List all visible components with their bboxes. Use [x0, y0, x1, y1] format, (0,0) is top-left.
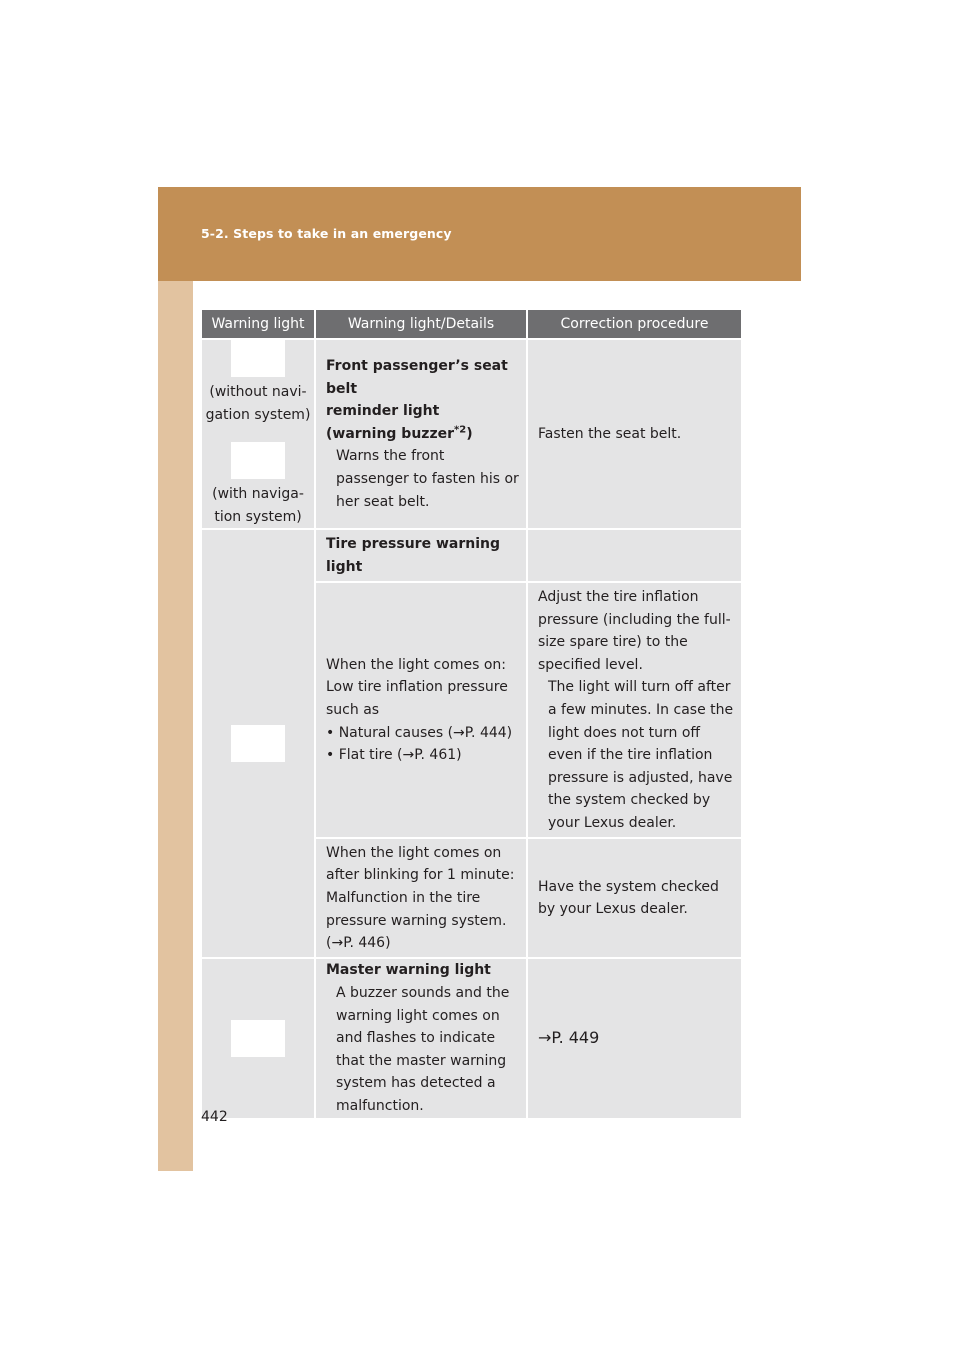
seatbelt-reminder-icon	[231, 340, 285, 377]
side-strip	[158, 281, 193, 1171]
tire-pressure-warning-icon	[231, 725, 285, 762]
tire-low-correction: Adjust the tire inflation pressure (including the full-size spare tire) to the specified level.	[538, 589, 731, 673]
seatbelt-title-line1: Front passenger’s seat belt	[326, 358, 508, 397]
footnote-marker: *2	[454, 424, 467, 436]
section-title: 5-2. Steps to take in an emergency	[201, 226, 452, 241]
seatbelt-buzzer-close: )	[466, 425, 473, 442]
tire-low-line2: Low tire inflation pressure such as	[326, 679, 508, 719]
master-title: Master warning light	[326, 962, 491, 979]
master-detail: A buzzer sounds and the warning light comes on and flashes to indicate that the master warning system has detected a malfunction.	[336, 984, 510, 1114]
tire-low-details-cell	[315, 582, 527, 838]
tire-low-flat: • Flat tire (→P. 461)	[326, 747, 462, 764]
master-warning-icon	[231, 1020, 285, 1057]
seatbelt-reminder-icon-nav	[231, 442, 285, 479]
col-header-details: Warning light/Details	[315, 310, 527, 339]
col-header-warning-light: Warning light	[202, 310, 315, 339]
tire-icon-cell	[202, 529, 315, 958]
tire-malfunction-details: When the light comes on after blinking for 1 minute: Malfunction in the tire pressure warning system. (→P. 446)	[315, 838, 527, 958]
master-icon-cell	[202, 958, 315, 1117]
tire-title-empty	[527, 529, 741, 582]
seatbelt-details-cell	[315, 339, 527, 529]
note-without-nav: (without navi-gation system)	[205, 384, 311, 423]
table-row-master	[202, 958, 741, 1117]
table-row-tire-title	[202, 529, 741, 582]
warning-lights-table	[202, 310, 741, 1118]
tire-malfunction-correction: Have the system checked by your Lexus dealer.	[527, 838, 741, 958]
master-details-cell	[315, 958, 527, 1117]
tire-low-line1: When the light comes on:	[326, 656, 506, 673]
table-header-row	[202, 310, 741, 339]
seatbelt-correction-cell: Fasten the seat belt.	[527, 339, 741, 529]
seatbelt-buzzer-label: (warning buzzer	[326, 425, 454, 442]
page-number: 442	[201, 1109, 228, 1125]
seatbelt-icon-cell	[202, 339, 315, 529]
master-correction-cell: →P. 449	[527, 958, 741, 1117]
seatbelt-detail: Warns the front passenger to fasten his or her seat belt.	[336, 448, 519, 510]
col-header-correction: Correction procedure	[527, 310, 741, 339]
tire-low-correction-note: The light will turn off after a few minutes. In case the light does not turn off even if the tire inflation pressure is adjusted, have the system checked by your Lexus dealer.	[548, 679, 734, 832]
tire-low-natural: • Natural causes (→P. 444)	[326, 724, 513, 741]
table-row-seatbelt	[202, 339, 741, 529]
note-with-nav: (with naviga-tion system)	[212, 486, 304, 525]
seatbelt-title-line2: reminder light	[326, 403, 440, 420]
tire-low-correction-cell	[527, 582, 741, 838]
tire-title: Tire pressure warning light	[315, 529, 527, 582]
seatbelt-title-line3	[326, 423, 520, 446]
